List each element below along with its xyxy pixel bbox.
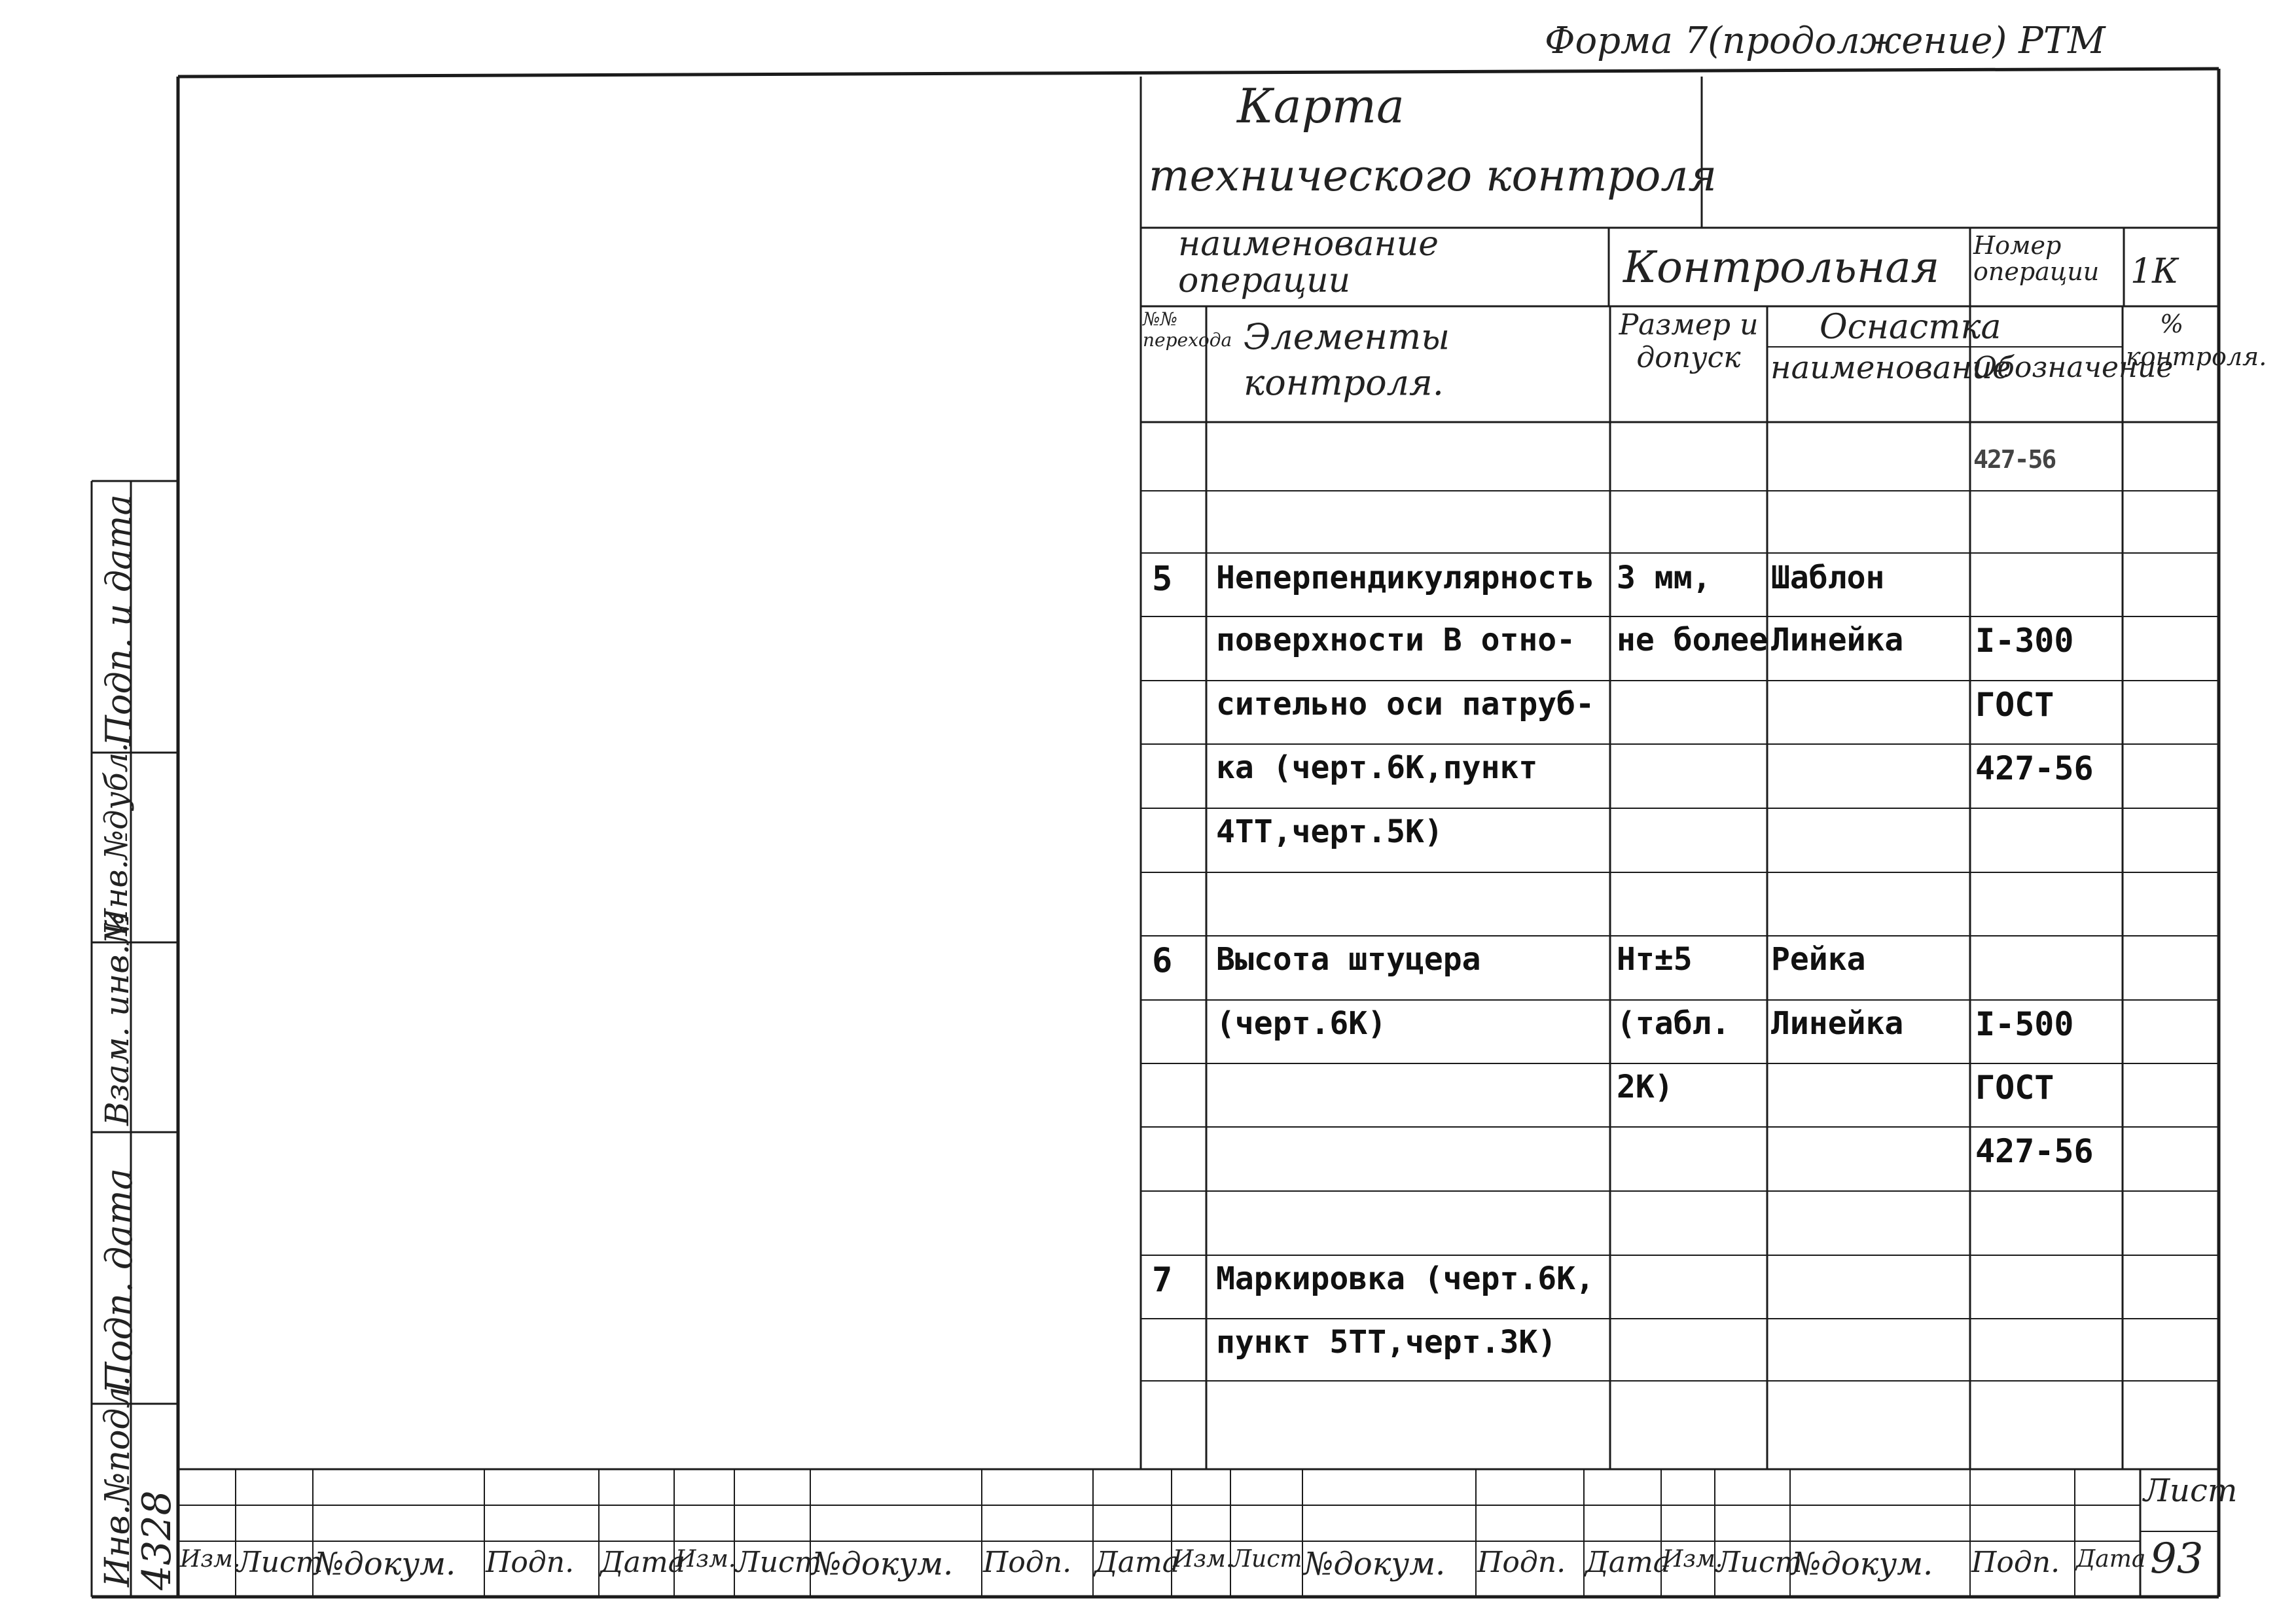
side-inv-dubl: Инв.№дубл.: [98, 742, 135, 936]
side-inv-podl-label: Инв.№подл.: [98, 1376, 137, 1587]
bottom-stamp-label: Изм.: [1173, 1546, 1234, 1573]
bottom-stamp-label: Подп.: [1971, 1546, 2060, 1579]
bottom-stamp-label: №докум.: [1304, 1546, 1446, 1582]
row-element: Неперпендикулярность: [1216, 560, 1594, 596]
row-code: I-300: [1975, 622, 2074, 660]
row-element: Маркировка (черт.6К,: [1216, 1260, 1594, 1297]
col-header-tooling-name: наименование: [1770, 349, 2011, 386]
row-size: 3 мм,: [1617, 560, 1712, 596]
form-header-label: Форма 7(продолжение) РТМ: [1545, 20, 2106, 62]
row-num: 5: [1152, 560, 1173, 599]
row-code: ГОСТ: [1975, 686, 2054, 724]
row-size: Нт±5: [1617, 941, 1693, 978]
row-tool: Шаблон: [1771, 560, 1885, 596]
bottom-stamp-label: №докум.: [314, 1546, 456, 1582]
col-header-elements: Элементы контроля.: [1244, 316, 1450, 403]
row-element: (черт.6К): [1216, 1005, 1387, 1042]
row-tool: Линейка: [1771, 622, 1904, 658]
bottom-stamp-label: Дата: [2076, 1546, 2146, 1573]
row-num: 7: [1152, 1260, 1173, 1300]
operation-number-label: Номер операции: [1973, 231, 2100, 286]
sheet-number: 93: [2150, 1535, 2204, 1583]
bottom-stamp-label: Изм.: [180, 1546, 241, 1573]
operation-number-value: 1К: [2130, 252, 2179, 291]
side-podp-data-2: Подп. и дата: [98, 494, 139, 746]
col-header-tooling: Оснастка: [1820, 308, 2001, 347]
bottom-stamp-label: Дата: [600, 1546, 685, 1579]
row-size: не более: [1617, 622, 1768, 658]
sheet-label: Лист: [2144, 1472, 2238, 1509]
card-title-line1: Карта: [1237, 79, 1405, 134]
bottom-stamp-label: Подп.: [1477, 1546, 1566, 1579]
bottom-stamp-label: Подп.: [983, 1546, 1072, 1579]
side-podp-data-1: Подп. дата: [98, 1168, 141, 1394]
bottom-stamp-label: №докум.: [812, 1546, 954, 1582]
bottom-stamp-label: Лист: [1232, 1546, 1302, 1573]
bottom-stamp-label: Подп.: [486, 1546, 575, 1579]
row-num: 6: [1152, 941, 1173, 980]
col-header-num: №№ перехода: [1143, 308, 1232, 351]
row-code: 427-56: [1975, 749, 2094, 787]
row-element: сительно оси патруб-: [1216, 686, 1594, 722]
operation-name-value: Контрольная: [1623, 242, 1940, 293]
operation-name-label: наименование операции: [1178, 224, 1439, 300]
row-code: I-500: [1975, 1005, 2074, 1043]
row-code: ГОСТ: [1975, 1069, 2054, 1107]
bottom-stamp-label: Дата: [1585, 1546, 1670, 1579]
side-inv-podl-value: 4328: [134, 1490, 180, 1590]
side-vzam-inv: Взам. инв.№: [98, 913, 136, 1126]
row-element: пункт 5ТТ,черт.3К): [1216, 1324, 1557, 1361]
card-title-line2: технического контроля: [1149, 151, 1717, 201]
bottom-stamp-label: Лист: [237, 1546, 323, 1579]
row-element: ка (черт.6К,пункт: [1216, 749, 1538, 786]
row-tool: Рейка: [1771, 941, 1866, 978]
bottom-stamp-label: №докум.: [1791, 1546, 1933, 1582]
col-header-tooling-code: Обозначение: [1973, 351, 2174, 384]
row-size: (табл.: [1617, 1005, 1731, 1042]
bottom-stamp-label: Изм.: [675, 1546, 736, 1573]
col-header-size: Размер и допуск: [1619, 308, 1759, 374]
overprint-stamp: 427-56: [1973, 445, 2056, 474]
bottom-stamp-label: Лист: [736, 1546, 822, 1579]
row-size: 2К): [1617, 1069, 1674, 1105]
bottom-stamp-label: Изм.: [1662, 1546, 1723, 1573]
bottom-stamp-label: Лист: [1716, 1546, 1803, 1579]
row-element: 4ТТ,черт.5К): [1216, 813, 1443, 850]
row-element: Высота штуцера: [1216, 941, 1481, 978]
row-tool: Линейка: [1771, 1005, 1904, 1042]
row-element: поверхности В отно-: [1216, 622, 1576, 658]
bottom-stamp-label: Дата: [1094, 1546, 1179, 1579]
col-header-percent: % контроля.: [2126, 310, 2267, 371]
row-code: 427-56: [1975, 1132, 2094, 1170]
